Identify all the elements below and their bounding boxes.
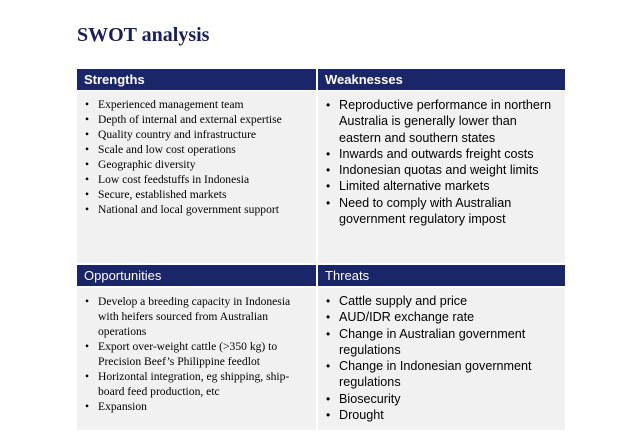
threats-list (324, 293, 557, 423)
strengths-item: • Low cost feedstuffs in Indonesia (83, 172, 312, 187)
strengths-item: • Geographic diversity (83, 157, 312, 172)
opportunities-header: Opportunities (77, 265, 316, 286)
opportunities-item: • Expansion (83, 399, 312, 414)
weaknesses-item: • Limited alternative markets (324, 178, 557, 194)
opportunities-cell (77, 288, 316, 430)
strengths-item: • Depth of internal and external expertise (83, 112, 312, 127)
weaknesses-item: • Indonesian quotas and weight limits (324, 162, 557, 178)
weaknesses-list (324, 97, 557, 227)
threats-cell (318, 288, 565, 430)
page-title: SWOT analysis (77, 24, 210, 46)
strengths-header: Strengths (77, 69, 316, 90)
opportunities-item: • Export over-weight cattle (>350 kg) to Precision Beef’s Philippine feedlot (83, 339, 312, 369)
strengths-item: • Quality country and infrastructure (83, 127, 312, 142)
threats-item: • AUD/IDR exchange rate (324, 309, 557, 325)
weaknesses-header: Weaknesses (318, 69, 565, 90)
threats-item: • Cattle supply and price (324, 293, 557, 309)
opportunities-item: • Develop a breeding capacity in Indonesia with heifers sourced from Australian operations (83, 294, 312, 339)
strengths-item: • Scale and low cost operations (83, 142, 312, 157)
strengths-item: • National and local government support (83, 202, 312, 217)
strengths-item: • Secure, established markets (83, 187, 312, 202)
strengths-item: • Experienced management team (83, 97, 312, 112)
strengths-cell (77, 91, 316, 263)
strengths-list (83, 97, 312, 217)
weaknesses-cell (318, 91, 565, 263)
opportunities-list (83, 294, 312, 414)
threats-item: • Change in Indonesian government regulations (324, 358, 557, 391)
threats-item: • Change in Australian government regulations (324, 326, 557, 359)
threats-header: Threats (318, 265, 565, 286)
threats-item: • Biosecurity (324, 391, 557, 407)
opportunities-item: • Horizontal integration, eg shipping, ship-board feed production, etc (83, 369, 312, 399)
weaknesses-item: • Need to comply with Australian government regulatory impost (324, 195, 557, 228)
weaknesses-item: • Inwards and outwards freight costs (324, 146, 557, 162)
weaknesses-item: • Reproductive performance in northern Australia is generally lower than eastern and southern states (324, 97, 557, 146)
threats-item: • Drought (324, 407, 557, 423)
